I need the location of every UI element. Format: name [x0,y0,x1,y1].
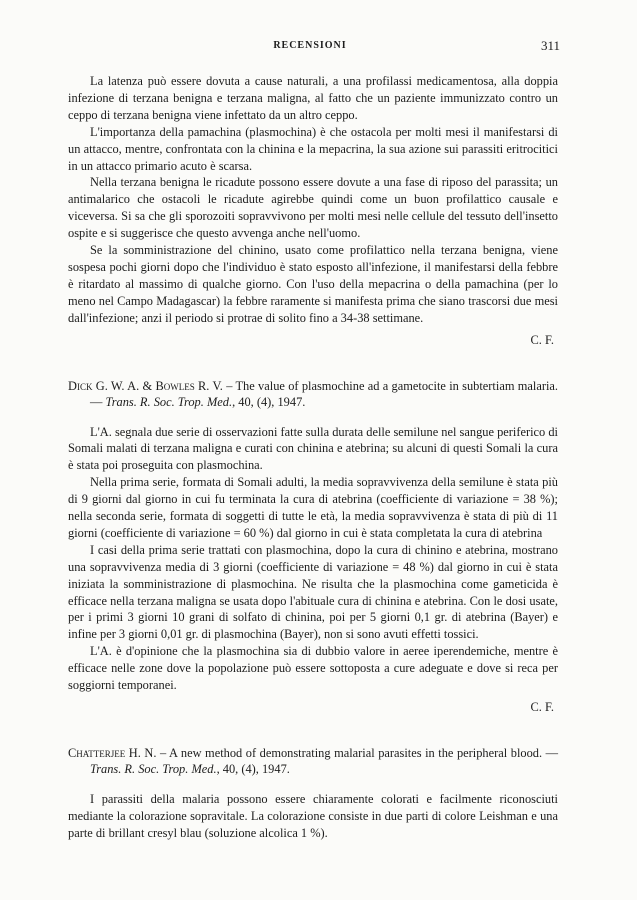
review-journal: Trans. R. Soc. Trop. Med. [90,762,217,777]
paragraph: La latenza può essere dovuta a cause naturali, a una profilassi medicamentosa, alla doppia infezione di terzana benigna e terzana maligna, al fatto che un paziente immunizzato contro un ceppo di terzana benigna viene infettato da un altro ceppo. [68,74,558,122]
paragraph: Se la somministrazione del chinino, usato come profilattico nella terzana benigna, viene sospesa pochi giorni dopo che l'individuo è stato esposto all'infezione, il manifestarsi della febbre è ritardato al massimo di qualche giorno. Con l'uso della mepacrina o della pamachina (per lo meno nel Campo Madagascar) la febbre raramente si manifesta prima che siano trascorsi due mesi dall'infezione; anzi il periodo si protrae di solito fino a 34-38 settimane. [68,243,558,325]
paragraph: Nella prima serie, formata di Somali adulti, la media sopravvivenza della semilune è stata più di 9 giorni dal giorno in cui fu terminata la cura di atebrina (coefficiente di variazione = 38 %); nella seconda serie, formata di soggetti di tutte le età, la media sopravvivenza è stata di più di 11 giorni (coefficiente di variazione = 60 %) dal giorno in cui è stata completata la cura di atebrina [68,475,558,540]
paragraph: Nella terzana benigna le ricadute possono essere dovute a una fase di riposo del parassita; un antimalarico che ostacoli le ricadute agirebbe quindi come un buon profilattico causale e viceversa. Si sa che gli sporozoiti sopravvivono per molti mesi nelle cellule del tessuto dell'insetto ospite e si suggerisce che questo avvenga anche nell'uomo. [68,175,558,241]
review-title: – A new method of demonstrating malarial parasites in the peripheral blood. — [156,745,559,760]
body-text [68,73,558,842]
paragraph: L'A. è d'opinione che la plasmochina sia di dubbio valore in aeree iperendemiche, mentre è efficace nelle zone dove la popolazione può essere sottoposta a cure adeguate e dove si reca per soggiorni temporanei. [68,644,558,693]
page-number: 311 [540,38,560,53]
paragraph: L'importanza della pamachina (plasmochina) è che ostacola per molti mesi il manifestarsi di un attacco, mentre, confrontata con la chinina e la mepacrina, la sua azione sui parassiti eritrocitici in un attacco primario acuto è scarsa. [68,124,558,173]
review-signature: C. F. [530,700,554,714]
paragraph: L'A. segnala due serie di osservazioni fatte sulla durata delle semilune nel sangue periferico di Somali malati di terzana maligna e curati con chinina e atebrina; su alcuni di questi Somali la cura è stata poi proseguita con plasmochina. [68,424,558,473]
review-journal: Trans. R. Soc. Trop. Med. [105,395,233,409]
review-heading [68,745,558,778]
review-authors: Chatterjee H. N. [68,745,157,760]
review-signature: C. F. [530,332,554,347]
review-title: – The value of plasmochine ad a gametocite in subtertiam malaria. — [90,378,559,409]
review-citation: , 40, (4), 1947. [232,395,306,409]
paragraph: I casi della prima serie trattati con plasmochina, dopo la cura di chinino e atebrina, mostrano una sopravvivenza media di 3 giorni (coefficiente di variazione = 48 %) dal giorno in cui è stata iniziata la somministrazione di plasmochina. Ne risulta che la plasmochina come gameticida è efficace nella terzana maligna se usata dopo l'abituale cura di chinina e atebrina. Con le dosi usate, per i primi 3 giorni 10 grani di solfato di chinina, poi per 5 giorni 0,1 gr. di atebrina (Bayer) e infine per 3 giorni 0,01 gr. di plasmochina (Bayer), non si sono avuti effetti tossici. [68,542,558,642]
review-heading [68,378,558,411]
page-header [60,40,560,58]
review-citation: , 40, (4), 1947. [216,762,290,777]
paragraph: I parassiti della malaria possono essere chiaramente colorati e facilmente riconosciuti mediante la colorazione sopravitale. La colorazione consiste in due parti di colore Leishman e una parte di brillant cresyl blau (soluzione alcolica 1 %). [68,791,558,840]
running-title: RECENSIONI [273,40,347,51]
review-authors: Dick G. W. A. & Bowles R. V. [68,378,223,393]
